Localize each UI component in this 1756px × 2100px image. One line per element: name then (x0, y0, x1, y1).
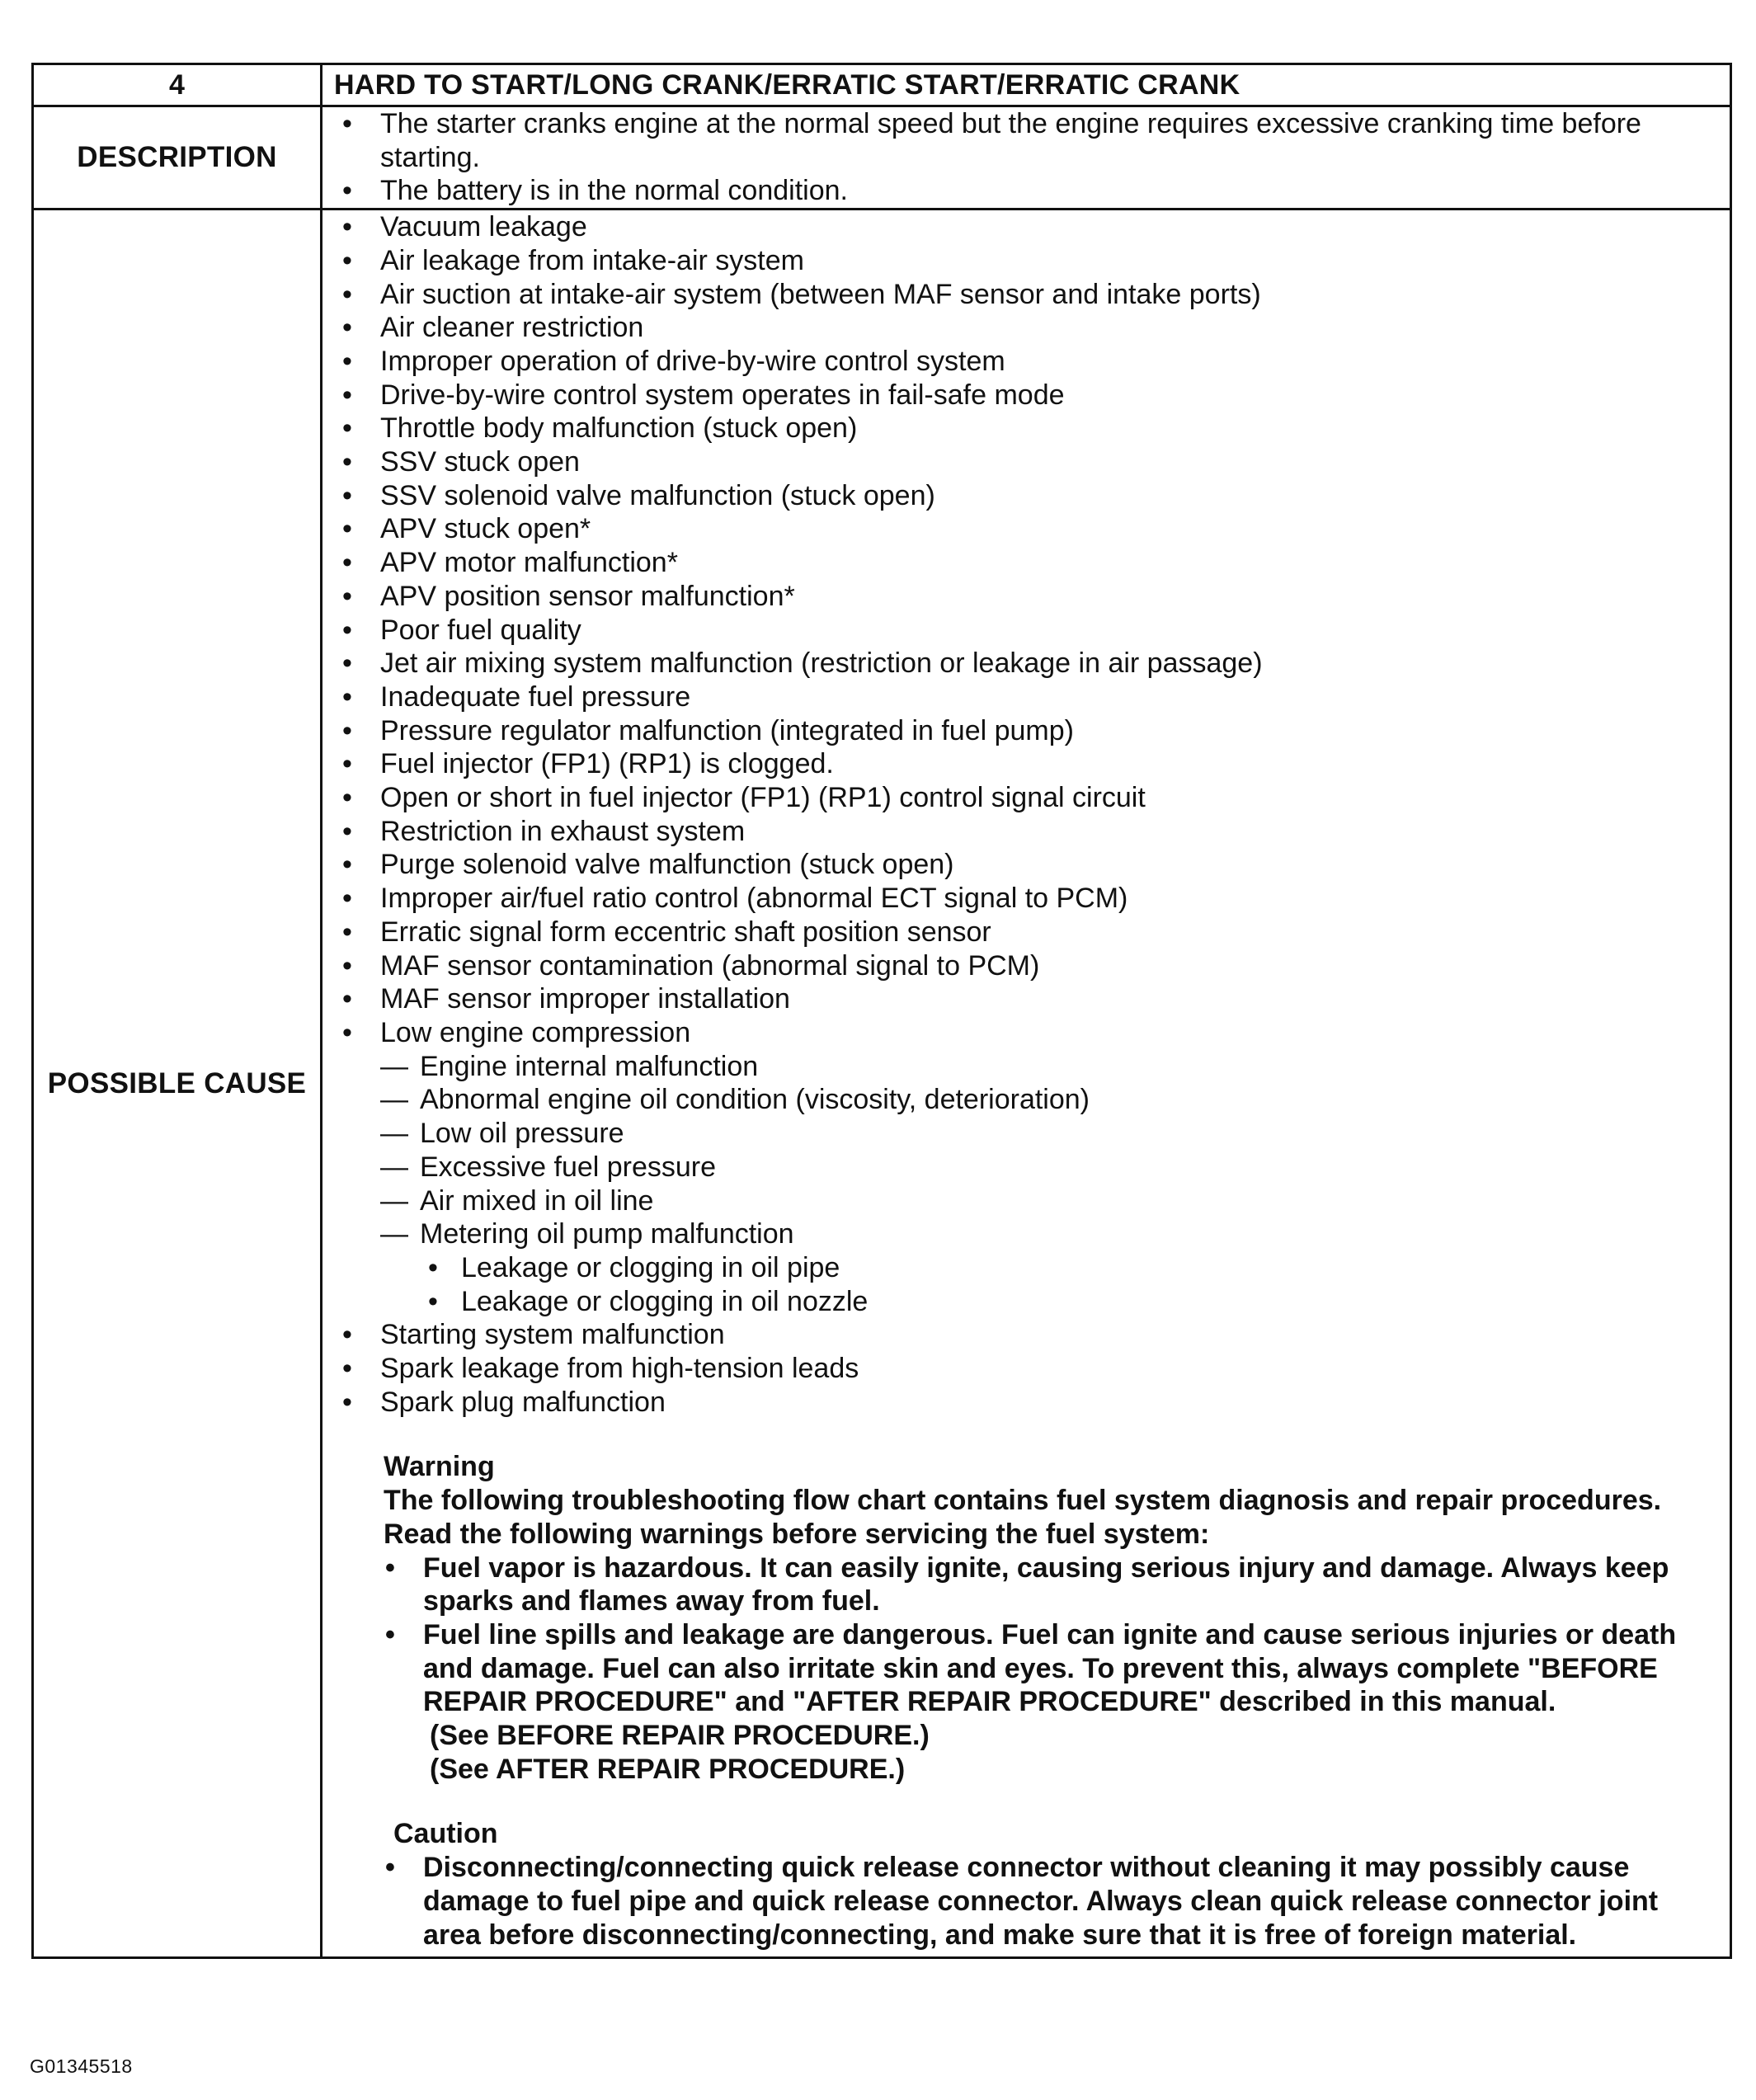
list-item: • Air suction at intake-air system (between MAF sensor and intake ports) (342, 278, 1261, 310)
warning-title: Warning (384, 1451, 495, 1483)
description-label: DESCRIPTION (33, 106, 322, 210)
list-item: • Purge solenoid valve malfunction (stuck open) (342, 849, 954, 881)
bullet-icon: • (342, 580, 352, 612)
bullet-icon: • (342, 175, 352, 207)
compression-sublist (322, 1050, 1730, 1251)
dash-icon: — (380, 1218, 408, 1250)
symptom-title: HARD TO START/LONG CRANK/ERRATIC START/ERRATIC CRANK (322, 64, 1731, 106)
bullet-icon: • (342, 983, 352, 1015)
description-row (33, 106, 1731, 210)
dash-icon: — (380, 1084, 408, 1116)
possible-cause-label: POSSIBLE CAUSE (33, 210, 322, 1958)
bullet-icon: • (428, 1285, 438, 1317)
symptom-number: 4 (33, 64, 322, 106)
bullet-icon: • (342, 345, 352, 377)
list-item: • Improper air/fuel ratio control (abnormal ECT signal to PCM) (342, 883, 1128, 915)
cause-list-continued (322, 1318, 1730, 1419)
bullet-icon: • (342, 412, 352, 445)
bullet-icon: • (342, 278, 352, 310)
bullet-icon: • (385, 1551, 395, 1584)
sub-item: — Engine internal malfunction (380, 1050, 759, 1082)
spacer (322, 1952, 1730, 1956)
caution-item: • Disconnecting/connecting quick release connector without cleaning it may possibly cause damage to fuel pipe and quick release connector. Always clean quick release connector joint area before disconnecting/connecting, and make sure that it is free of foreign material. (385, 1852, 1659, 1951)
bullet-icon: • (342, 379, 352, 411)
dash-icon: — (380, 1050, 408, 1082)
list-item: • Spark plug malfunction (342, 1386, 666, 1418)
sub-item: — Excessive fuel pressure (380, 1151, 717, 1183)
warning-block (322, 1450, 1730, 1786)
sub-item: — Abnormal engine oil condition (viscosity, deterioration) (380, 1084, 1090, 1116)
bullet-icon: • (342, 479, 352, 511)
list-item: • Starting system malfunction (342, 1319, 725, 1351)
sub-sub-item: • Leakage or clogging in oil pipe (428, 1251, 840, 1283)
list-item: • Spark leakage from high-tension leads (342, 1353, 859, 1385)
bullet-icon: • (342, 680, 352, 713)
list-item: • Fuel injector (FP1) (RP1) is clogged. (342, 748, 834, 780)
warning-list (384, 1551, 1721, 1720)
sub-item: — Air mixed in oil line (380, 1184, 654, 1217)
list-item: • Inadequate fuel pressure (342, 680, 691, 713)
list-item: • APV motor malfunction* (342, 547, 678, 579)
description-content (322, 106, 1731, 210)
list-item: • Air cleaner restriction (342, 312, 644, 344)
possible-cause-row (33, 210, 1731, 1958)
bullet-icon: • (342, 949, 352, 982)
bullet-icon: • (342, 211, 352, 243)
bullet-icon: • (342, 1353, 352, 1385)
list-item: • Throttle body malfunction (stuck open) (342, 412, 858, 445)
bullet-icon: • (342, 748, 352, 780)
list-item: • Erratic signal form eccentric shaft position sensor (342, 916, 991, 948)
dash-icon: — (380, 1118, 408, 1150)
bullet-icon: • (342, 1319, 352, 1351)
cause-list (322, 210, 1730, 1050)
list-item: • Restriction in exhaust system (342, 815, 746, 847)
bullet-icon: • (342, 108, 352, 139)
list-item: • The starter cranks engine at the normal speed but the engine requires excessive cranking time before starting. (342, 108, 1641, 173)
bullet-icon: • (342, 312, 352, 344)
list-item: • Pressure regulator malfunction (integrated in fuel pump) (342, 714, 1074, 746)
bullet-icon: • (428, 1251, 438, 1283)
bullet-icon: • (342, 446, 352, 478)
bullet-icon: • (342, 547, 352, 579)
list-item: • MAF sensor improper installation (342, 983, 790, 1015)
list-item: • Air leakage from intake-air system (342, 244, 804, 276)
list-item: • Low engine compression (342, 1016, 691, 1048)
bullet-icon: • (342, 647, 352, 680)
dash-icon: — (380, 1184, 408, 1217)
list-item: • SSV solenoid valve malfunction (stuck open) (342, 479, 935, 511)
list-item: • APV position sensor malfunction* (342, 580, 795, 612)
metering-sublist (322, 1251, 1730, 1318)
list-item: • APV stuck open* (342, 513, 591, 545)
bullet-icon: • (342, 782, 352, 814)
bullet-icon: • (342, 849, 352, 881)
bullet-icon: • (342, 714, 352, 746)
warning-intro: The following troubleshooting flow chart contains fuel system diagnosis and repair procedures. Read the following warnings before servicing the fuel system: (384, 1485, 1662, 1550)
bullet-icon: • (342, 815, 352, 847)
bullet-icon: • (342, 244, 352, 276)
bullet-icon: • (385, 1852, 395, 1884)
bullet-icon: • (342, 916, 352, 948)
figure-id: G01345518 (30, 2055, 133, 2077)
description-list (322, 107, 1730, 208)
warning-item: • Fuel vapor is hazardous. It can easily ignite, causing serious injury and damage. Always keep sparks and flames away from fuel. (385, 1551, 1669, 1617)
bullet-icon: • (385, 1618, 395, 1650)
caution-title: Caution (393, 1818, 498, 1850)
list-item: • MAF sensor contamination (abnormal signal to PCM) (342, 949, 1040, 982)
bullet-icon: • (342, 614, 352, 646)
list-item: • Drive-by-wire control system operates in fail-safe mode (342, 379, 1065, 411)
see-before-repair-link[interactable]: (See BEFORE REPAIR PROCEDURE.) (430, 1720, 930, 1752)
list-item: • Vacuum leakage (342, 211, 587, 243)
bullet-icon: • (342, 513, 352, 545)
warning-item: • Fuel line spills and leakage are dangerous. Fuel can ignite and cause serious injuries or death and damage. Fuel can also irritate skin and eyes. To prevent this, always complete "BEFORE REPAIR PROCEDURE" and "AFTER REPAIR PROCEDURE" described in this manual. (385, 1618, 1677, 1718)
sub-item: — Low oil pressure (380, 1118, 624, 1150)
list-item: • Improper operation of drive-by-wire control system (342, 345, 1005, 377)
list-item: • The battery is in the normal condition. (342, 175, 848, 207)
list-item: • Poor fuel quality (342, 614, 581, 646)
see-after-repair-link[interactable]: (See AFTER REPAIR PROCEDURE.) (430, 1753, 906, 1785)
troubleshooting-table (31, 63, 1732, 1959)
sub-sub-item: • Leakage or clogging in oil nozzle (428, 1285, 869, 1317)
list-item: • SSV stuck open (342, 446, 580, 478)
dash-icon: — (380, 1151, 408, 1183)
caution-list (384, 1851, 1721, 1952)
header-row (33, 64, 1731, 106)
list-item: • Jet air mixing system malfunction (restriction or leakage in air passage) (342, 647, 1263, 680)
caution-block (322, 1817, 1730, 1952)
bullet-icon: • (342, 1386, 352, 1418)
bullet-icon: • (342, 883, 352, 915)
sub-item: — Metering oil pump malfunction (380, 1218, 794, 1250)
bullet-icon: • (342, 1016, 352, 1048)
list-item: • Open or short in fuel injector (FP1) (RP1) control signal circuit (342, 782, 1146, 814)
possible-cause-content (322, 210, 1731, 1958)
